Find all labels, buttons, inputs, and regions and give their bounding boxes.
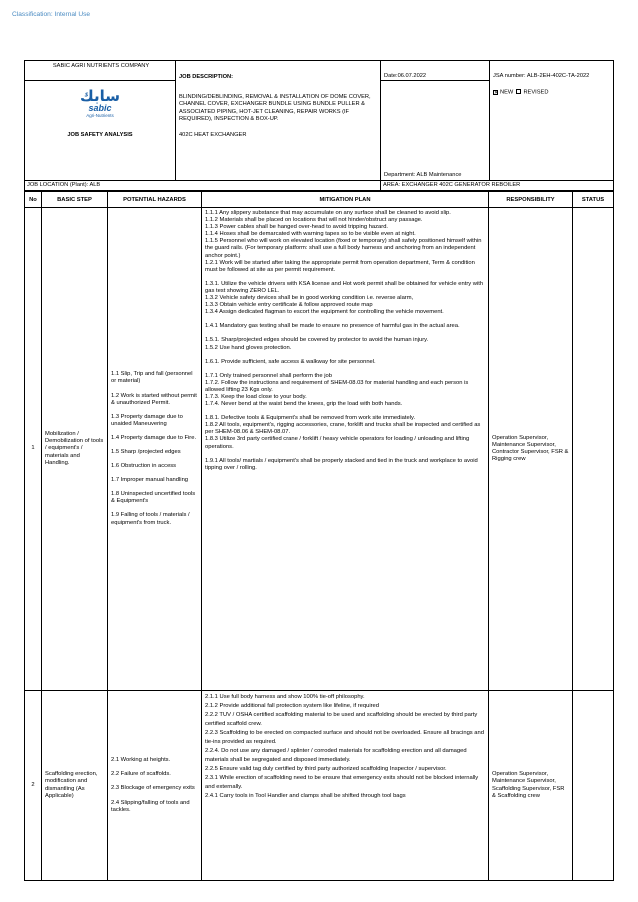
new-label: NEW <box>500 89 514 96</box>
mitigation-item: 1.8.2 All tools, equipment's, rigging accessories, crane, forklift and trucks shall be inspected and certified as per SHEM-08.06 & SHEM-08.07. <box>205 422 481 436</box>
jsa-table <box>24 191 614 881</box>
hazard-item: 1.4 Property damage due to Fire. <box>111 434 197 441</box>
mitigation-item: 2.2.5 Ensure valid tag duly certified by third party authorized scaffolding Inspector / supervisor. <box>205 766 447 772</box>
responsibility: Operation Supervisor, Maintenance Supervisor, Contractor Supervisor, FSR & Rigging crew <box>489 208 573 691</box>
header-table <box>24 60 614 191</box>
date: Date:06.07.2022 <box>384 73 427 79</box>
mitigation-item: 1.3.3 Obtain vehicle entry certificate & follow approved route map <box>205 302 373 309</box>
mitigation-item: 2.2.3 Scaffolding to be erected on compacted surface and should not be overloaded. Ensure all bracings and tie-ins provided as required. <box>205 730 484 745</box>
department-cell <box>381 81 490 181</box>
hazard-item: 1.3 Property damage due to unaided Maneuvering <box>111 413 183 427</box>
job-description-label: JOB DESCRIPTION: <box>179 74 234 80</box>
date-cell <box>381 61 490 81</box>
column-header-no: No <box>25 192 42 208</box>
hazards-list <box>108 691 202 881</box>
revised-checkbox[interactable] <box>516 89 521 94</box>
mitigation-item: 1.1.1 Any slippery substance that may accumulate on any surface shall be cleaned to avoid slip. <box>205 210 451 216</box>
form-title: JOB SAFETY ANALYSIS <box>67 132 133 139</box>
hazard-item: 1.5 Sharp /projected edges <box>111 449 181 455</box>
column-header-basic-step: BASIC STEP <box>42 192 108 208</box>
mitigation-item: 1.6.1. Provide sufficient, safe access & walkway for site personnel. <box>205 358 376 365</box>
table-header-row <box>25 192 614 208</box>
hazard-item: 1.2 Work is started without permit & unauthorized Permit. <box>111 392 197 406</box>
hazard-item: 2.1 Working at heights. <box>111 757 171 764</box>
hazard-item: 2.4 Slipping/falling of tools and tackles. <box>111 799 190 813</box>
company-name: SABIC AGRI NUTRIENTS COMPANY <box>25 61 176 81</box>
hazard-item: 1.9 Falling of tools / materials / equipment's from truck. <box>111 512 190 526</box>
hazard-item: 2.2 Failure of scaffolds. <box>111 771 171 778</box>
basic-step: Mobilization / Demobilization of tools / equipment's / materials and Handling. <box>42 208 108 691</box>
mitigation-item: 1.7.2. Follow the instructions and requirement of SHEM-08.03 for material handling and each person is allowed lifting 23 Kgs only. <box>205 379 469 393</box>
mitigation-item: 1.4.1 Mandatory gas testing shall be made to ensure no presence of harmful gas in the actual area. <box>205 323 460 330</box>
hazard-item: 1.6 Obstruction in access <box>111 463 177 470</box>
revised-label: REVISED <box>523 89 549 96</box>
mitigation-item: 1.5.1. Sharp/projected edges should be covered by protector to avoid the human injury. <box>205 337 429 344</box>
mitigation-item: 2.3.1 While erection of scaffolding need to be ensure that emergency exits should not be blocked internally and externally. <box>205 775 479 790</box>
department: Department: ALB Maintenance <box>384 172 462 178</box>
classification-label: Classification: Internal Use <box>12 11 91 18</box>
responsibility: Operation Supervisor, Maintenance Supervisor, Scaffolding Supervisor, FSR & Scaffolding crew <box>489 691 573 881</box>
mitigation-item: 1.9.1 All tools/ martials / equipment's shall be properly stacked and tied in the truck and workplace to avoid tipping over / rolling. <box>205 457 478 471</box>
table-row <box>25 208 614 691</box>
mitigation-item: 2.2.2 TUV / OSHA certified scaffolding material to be used and scaffolding should be erected by third party certified scaffold crew. <box>205 712 478 727</box>
mitigation-item: 2.1.2 Provide additional fall protection system like lifeline, if required <box>205 703 379 709</box>
mitigation-item: 1.8.1. Defective tools & Equipment's shall be removed from work site immediately. <box>205 415 416 422</box>
status <box>573 691 614 881</box>
column-header-responsibility: RESPONSIBILITY <box>489 192 573 208</box>
status <box>573 208 614 691</box>
mitigation-plan <box>202 691 489 881</box>
hazard-item: 1.7 Improper manual handling <box>111 477 189 484</box>
sabic-logo-sub: Agri-Nutrients <box>86 113 114 119</box>
logo-cell <box>25 81 176 181</box>
mitigation-item: 1.7.4. Never bend at the waist bend the knees, grip the load with both hands. <box>205 401 403 408</box>
mitigation-item: 1.5.2 Use hand gloves protection. <box>205 344 292 351</box>
work-area: AREA: EXCHANGER 402C GENERATOR REBOILER <box>381 181 614 191</box>
mitigation-item: 1.1.4 Hoses shall be demarcated with warning tapes so to be visible even at night. <box>205 231 416 238</box>
equipment-name: 402C HEAT EXCHANGER <box>179 132 247 139</box>
mitigation-item: 1.7.3. Keep the load close to your body. <box>205 393 307 400</box>
mitigation-item: 1.2.1 Work will be started after taking the appropriate permit from operation department, Term & condition must be followed at site as per permit requirement. <box>205 259 475 273</box>
row-number: 2 <box>25 691 42 881</box>
sabic-logo: sabic <box>88 103 112 114</box>
column-header-mitigation: MITIGATION PLAN <box>202 192 489 208</box>
jsa-number: JSA number: ALB-2EH-402C-TA-2022 <box>493 73 590 79</box>
mitigation-plan <box>202 208 489 691</box>
new-checkbox[interactable]: ✕ <box>494 90 499 97</box>
mitigation-item: 2.1.1 Use full body harness and show 100% tie-off philosophy. <box>205 694 365 700</box>
hazard-item: 2.3 Blockage of emergency exits <box>111 785 195 792</box>
column-header-status: STATUS <box>573 192 614 208</box>
job-description: BLINDING/DEBLINDING, REMOVAL & INSTALLATION OF DOME COVER, CHANNEL COVER, EXCHANGER BUNDLE USING BUNDLE PULLER & ASSOCIATED PIPING, HOT-JET CLEANING, REPAIR WORKS (IF REQUIRED), INSPECTION & BOX-UP. <box>179 94 371 122</box>
mitigation-item: 1.3.2 Vehicle safety devices shall be in good working condition i.e. reverse alarm, <box>205 295 414 302</box>
mitigation-item: 1.1.2 Materials shall be placed on locations that will not hinder/obstruct any passage. <box>205 217 423 224</box>
sabic-logo-arabic: سابك <box>80 87 120 106</box>
mitigation-item: 1.8.3 Utilize 3rd party certified crane / forklift / heavy vehicle operators for loading / unloading and lifting operations. <box>205 436 470 450</box>
hazard-item: 1.1 Slip, Trip and fall (personnel or material) <box>111 371 193 385</box>
mitigation-item: 2.4.1 Carry tools in Tool Handler and clamps shall be shifted through tool bags <box>205 793 406 799</box>
hazards-list <box>108 208 202 691</box>
mitigation-item: 1.3.4 Assign dedicated flagman to escort the equipment for controlling the vehicle movement. <box>205 309 444 316</box>
basic-step: Scaffolding erection, modification and dismantling (As Applicable) <box>42 691 108 881</box>
table-row <box>25 691 614 881</box>
job-description-cell <box>176 61 381 181</box>
column-header-hazards: POTENTIAL HAZARDS <box>108 192 202 208</box>
mitigation-item: 2.2.4. Do not use any damaged / splinter / corroded materials for scaffolding erection and all damaged materials shall be segregated and disposed immediately. <box>205 748 467 763</box>
mitigation-item: 1.7.1 Only trained personnel shall perform the job <box>205 372 332 379</box>
jsa-cell <box>490 61 614 181</box>
job-location: JOB LOCATION (Plant): ALB <box>25 181 381 191</box>
mitigation-item: 1.1.5 Personnel who will work on elevated location (fixed or temporary) shall safely positioned himself within the guard rails. (For temporary platform: shall use a full body harness and anchoring from an independent anchor point.) <box>205 238 482 259</box>
row-number: 1 <box>25 208 42 691</box>
mitigation-item: 1.3.1. Utilize the vehicle drivers with KSA license and Hot work permit shall be obtained for vehicle entry with gas test showing ZERO LEL. <box>205 280 484 294</box>
mitigation-item: 1.1.3 Power cables shall be hanged over-head to avoid tripping hazard. <box>205 224 389 231</box>
hazard-item: 1.8 Uninspected uncertified tools & Equipment's <box>111 491 196 505</box>
